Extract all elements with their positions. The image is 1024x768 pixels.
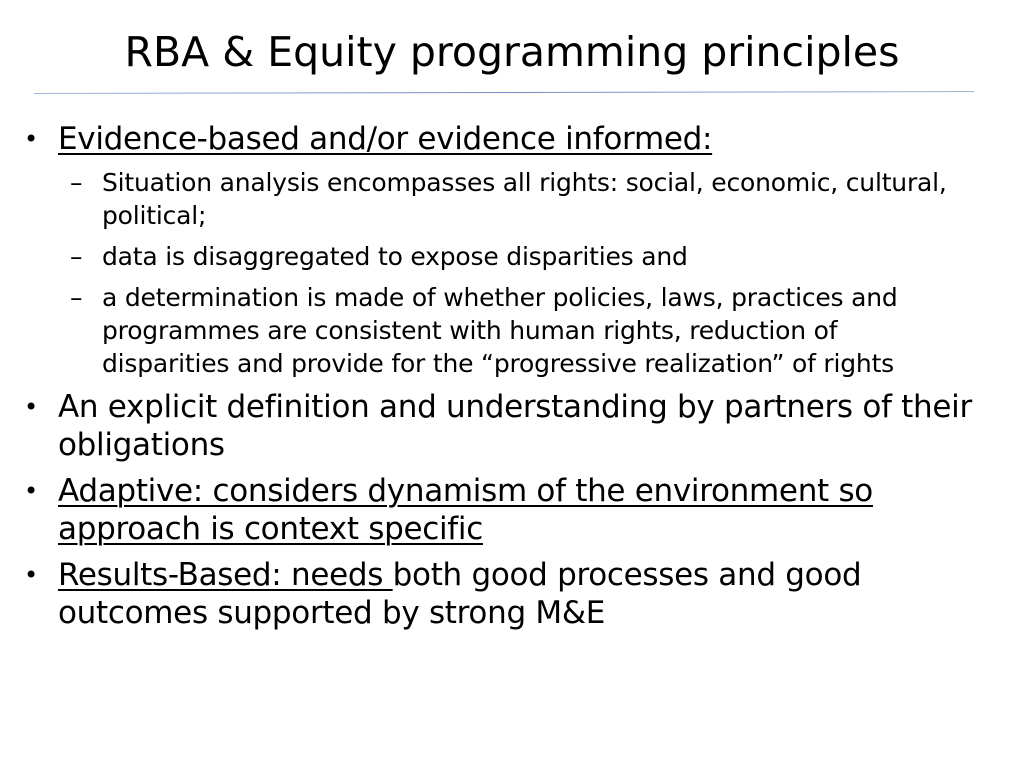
bullet-text: Adaptive: considers dynamism of the environment so approach is context specific — [58, 473, 873, 547]
bullet-text: An explicit definition and understanding by partners of their obligations — [58, 389, 972, 463]
bullet-marker: • — [24, 561, 38, 589]
bullet-evidence-based — [22, 120, 1012, 158]
sub-bullet-data-disaggregated — [22, 240, 1012, 273]
bullet-text-rest: both good processes and good outcomes supported by strong M&E — [58, 557, 862, 631]
sub-bullet-text: a determination is made of whether policies, laws, practices and programmes are consistent with human rights, reduction of disparities and provide for the “progressive realization” of rights — [102, 283, 898, 378]
bullet-marker: • — [24, 393, 38, 421]
bullet-marker: • — [24, 125, 38, 153]
bullet-explicit-definition — [22, 388, 978, 464]
dash-marker: – — [70, 242, 83, 271]
bullet-text-underlined: Results-Based: needs — [58, 557, 393, 593]
bullet-results-based — [22, 556, 1008, 632]
dash-marker: – — [70, 168, 83, 197]
slide-content — [22, 120, 1012, 640]
sub-bullet-text: Situation analysis encompasses all rights: social, economic, cultural, political; — [102, 168, 947, 230]
title-divider — [34, 91, 974, 94]
sub-bullet-text: data is disaggregated to expose disparities and — [102, 242, 688, 271]
dash-marker: – — [70, 283, 83, 312]
sub-bullet-determination — [22, 281, 902, 380]
bullet-adaptive — [22, 472, 1008, 548]
bullet-text: Evidence-based and/or evidence informed: — [58, 121, 713, 157]
slide-title: RBA & Equity programming principles — [124, 28, 900, 76]
bullet-marker: • — [24, 477, 38, 505]
sub-bullet-situation-analysis — [22, 166, 987, 232]
